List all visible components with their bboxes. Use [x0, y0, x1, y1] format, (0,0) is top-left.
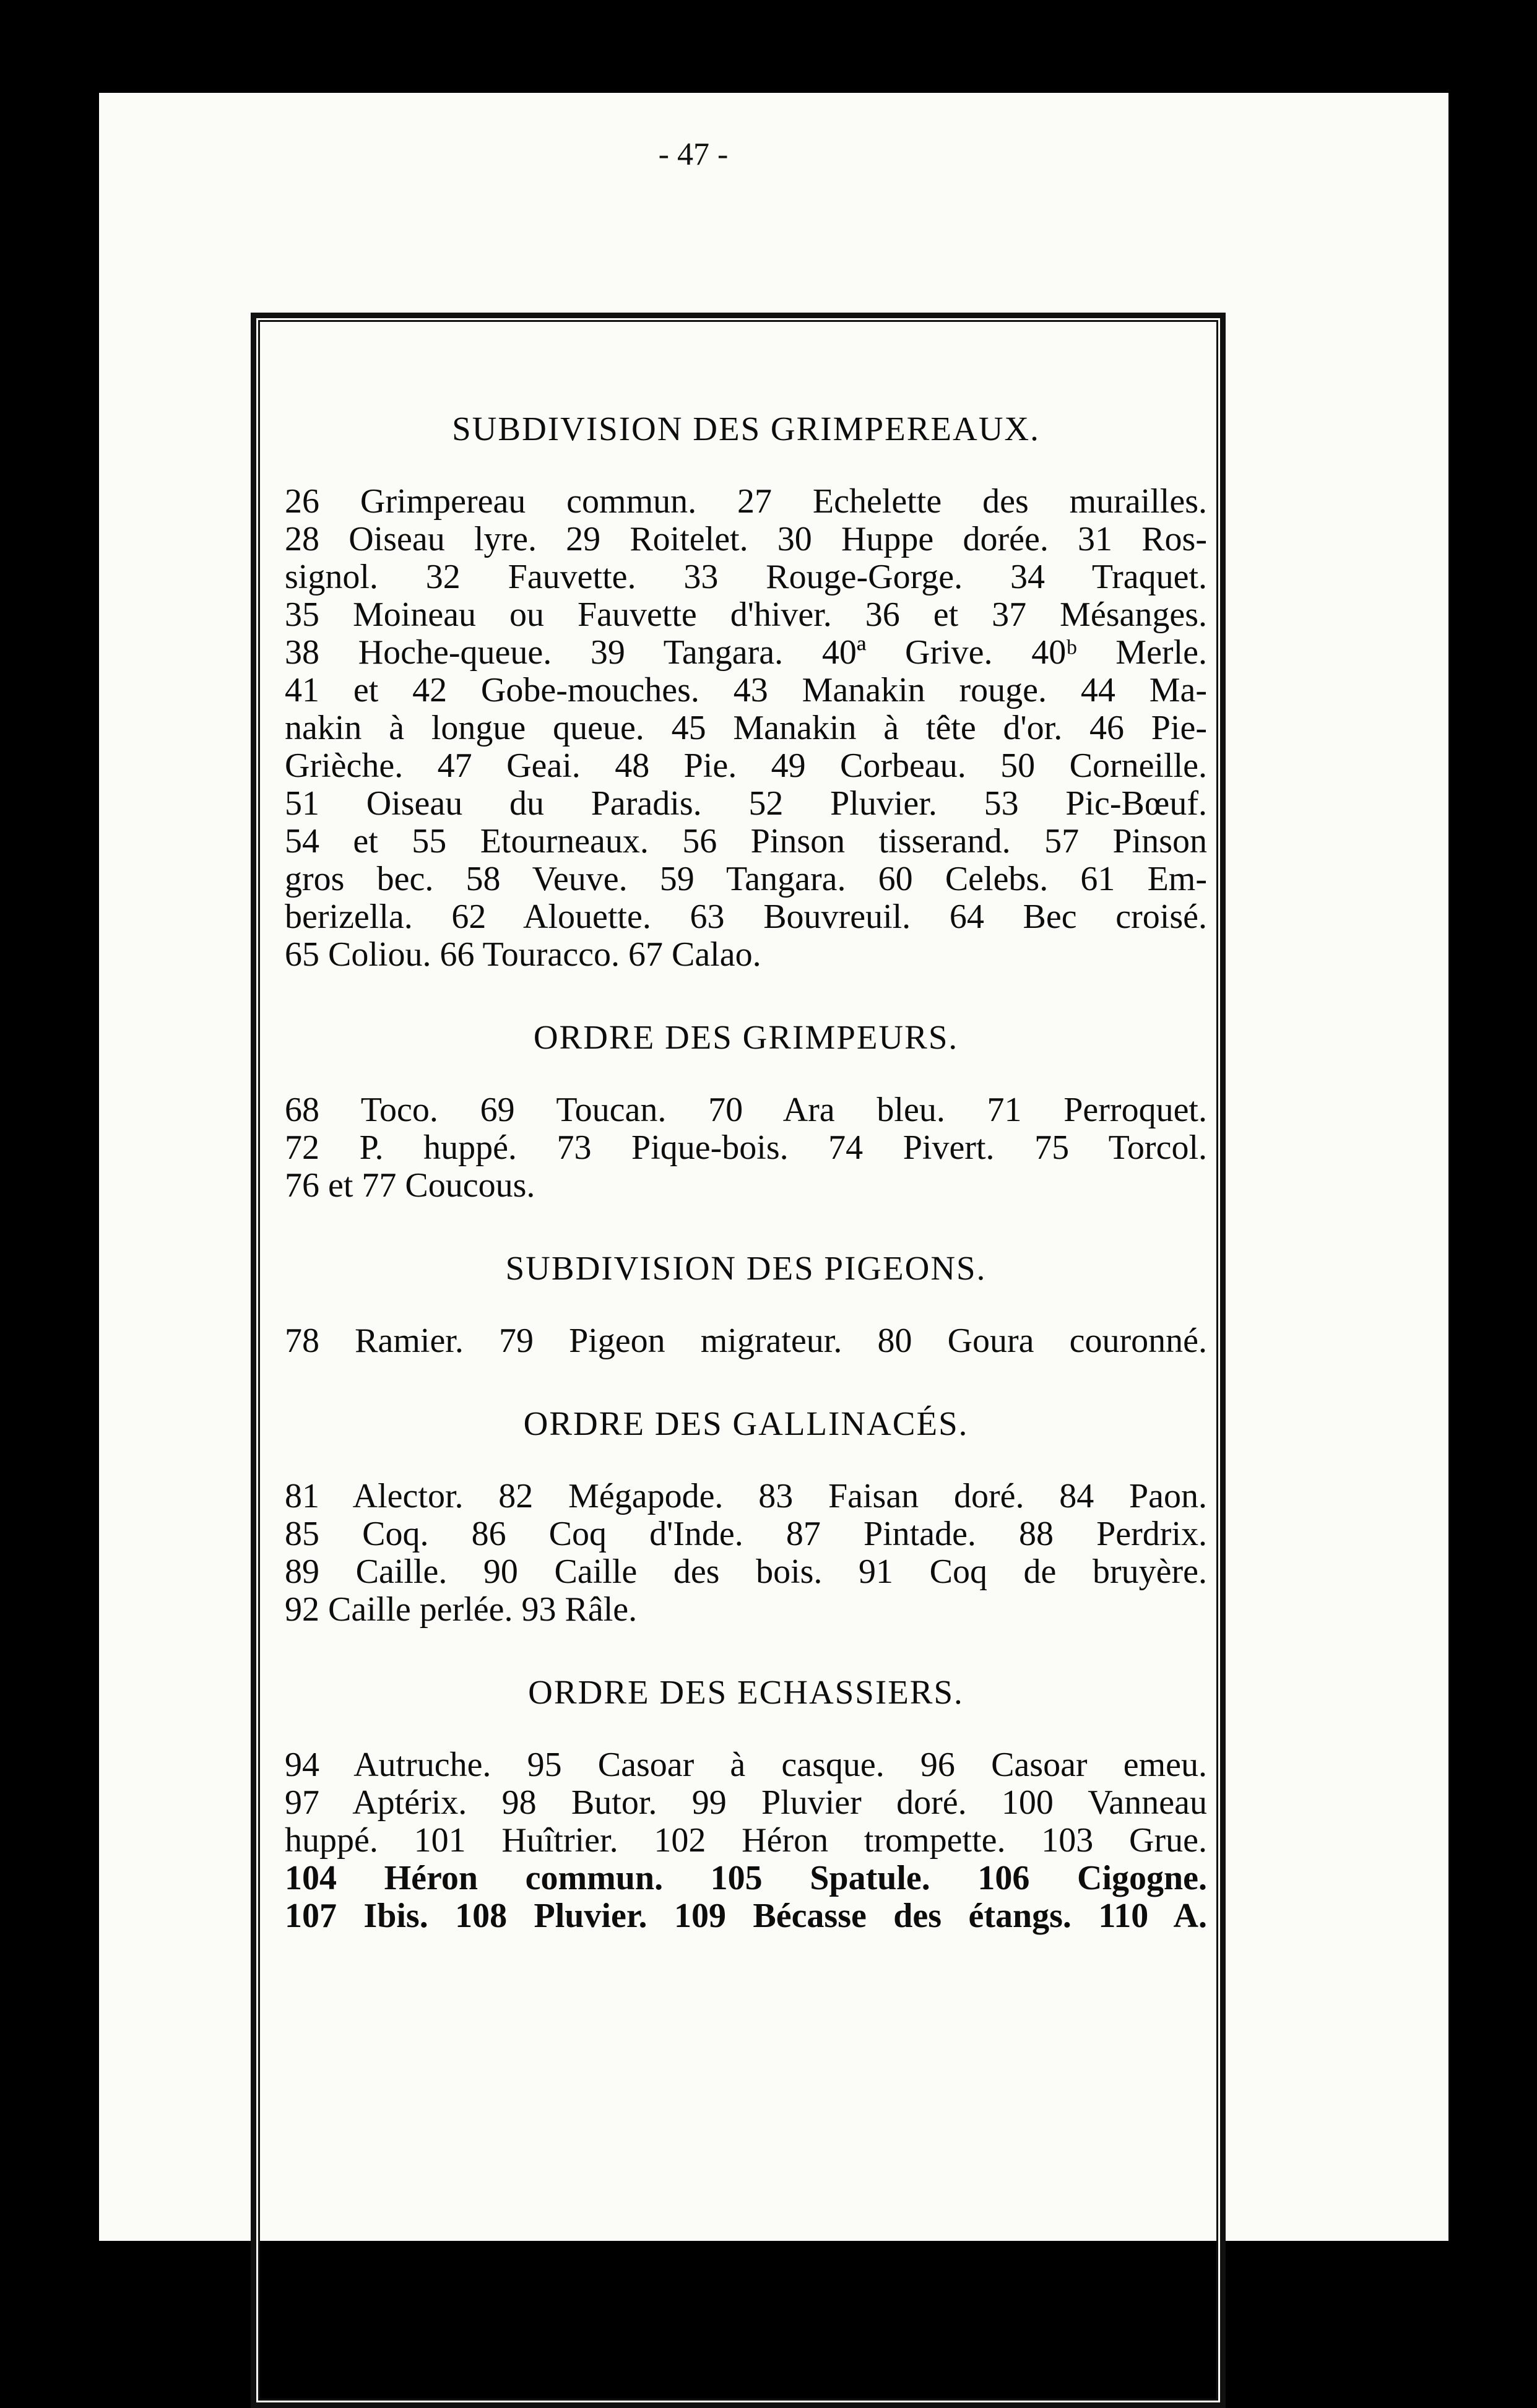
text-line: nakin à longue queue. 45 Manakin à tête d'or. 46 Pie- — [285, 709, 1207, 747]
text-line: huppé. 101 Huîtrier. 102 Héron trompette. 103 Grue. — [285, 1821, 1207, 1860]
content — [285, 409, 1207, 1978]
text-line: 104 Héron commun. 105 Spatule. 106 Cigogne. — [285, 1859, 1207, 1897]
text-line: 76 et 77 Coucous. — [285, 1166, 535, 1205]
text-line: 51 Oiseau du Paradis. 52 Pluvier. 53 Pic-Bœuf. — [285, 784, 1207, 823]
text-line: signol. 32 Fauvette. 33 Rouge-Gorge. 34 Traquet. — [285, 558, 1207, 596]
text-line: 78 Ramier. 79 Pigeon migrateur. 80 Goura couronné. — [285, 1322, 1207, 1360]
text-line: 72 P. huppé. 73 Pique-bois. 74 Pivert. 75 Torcol. — [285, 1128, 1207, 1167]
text-line: 89 Caille. 90 Caille des bois. 91 Coq de bruyère. — [285, 1553, 1207, 1591]
text-line: 92 Caille perlée. 93 Râle. — [285, 1590, 638, 1629]
text-line: Grièche. 47 Geai. 48 Pie. 49 Corbeau. 50 Corneille. — [285, 747, 1207, 785]
section-text — [285, 1091, 1207, 1205]
section-echassiers — [285, 1672, 1207, 1935]
text-line: 97 Aptérix. 98 Butor. 99 Pluvier doré. 100 Vanneau — [285, 1783, 1207, 1822]
section-heading: SUBDIVISION DES GRIMPEREAUX. — [452, 410, 1040, 448]
section-text — [285, 1746, 1207, 1935]
text-line: 35 Moineau ou Fauvette d'hiver. 36 et 37 Mésanges. — [285, 596, 1207, 634]
text-line: berizella. 62 Alouette. 63 Bouvreuil. 64 Bec croisé. — [285, 898, 1207, 936]
section-heading: ORDRE DES GALLINACÉS. — [523, 1405, 969, 1442]
section-gallinaces — [285, 1403, 1207, 1629]
text-line: 65 Coliou. 66 Touracco. 67 Calao. — [285, 935, 761, 974]
text-line: 38 Hoche-queue. 39 Tangara. 40ª Grive. 40ᵇ Merle. — [285, 633, 1207, 672]
text-line: 41 et 42 Gobe-mouches. 43 Manakin rouge. 44 Ma- — [285, 671, 1207, 709]
section-heading: ORDRE DES GRIMPEURS. — [533, 1018, 959, 1056]
text-line: 85 Coq. 86 Coq d'Inde. 87 Pintade. 88 Perdrix. — [285, 1515, 1207, 1553]
text-line: 26 Grimpereau commun. 27 Echelette des murailles. — [285, 482, 1207, 521]
section-text — [285, 1478, 1207, 1629]
section-heading: SUBDIVISION DES PIGEONS. — [505, 1249, 987, 1287]
section-pigeons — [285, 1248, 1207, 1360]
text-line: 54 et 55 Etourneaux. 56 Pinson tisserand. 57 Pinson — [285, 822, 1207, 860]
section-text — [285, 483, 1207, 974]
text-line: 81 Alector. 82 Mégapode. 83 Faisan doré. 84 Paon. — [285, 1477, 1207, 1515]
section-heading: ORDRE DES ECHASSIERS. — [528, 1673, 964, 1711]
page-number: - 47 - — [658, 137, 729, 172]
section-text — [285, 1322, 1207, 1360]
text-line: gros bec. 58 Veuve. 59 Tangara. 60 Celebs. 61 Em- — [285, 860, 1207, 898]
text-line: 94 Autruche. 95 Casoar à casque. 96 Casoar emeu. — [285, 1746, 1207, 1784]
text-line: 107 Ibis. 108 Pluvier. 109 Bécasse des étangs. 110 A. — [285, 1897, 1207, 1935]
text-line: 68 Toco. 69 Toucan. 70 Ara bleu. 71 Perroquet. — [285, 1091, 1207, 1129]
text-line: 28 Oiseau lyre. 29 Roitelet. 30 Huppe dorée. 31 Ros- — [285, 520, 1207, 558]
section-grimpeurs — [285, 1017, 1207, 1205]
section-grimpereaux — [285, 409, 1207, 974]
